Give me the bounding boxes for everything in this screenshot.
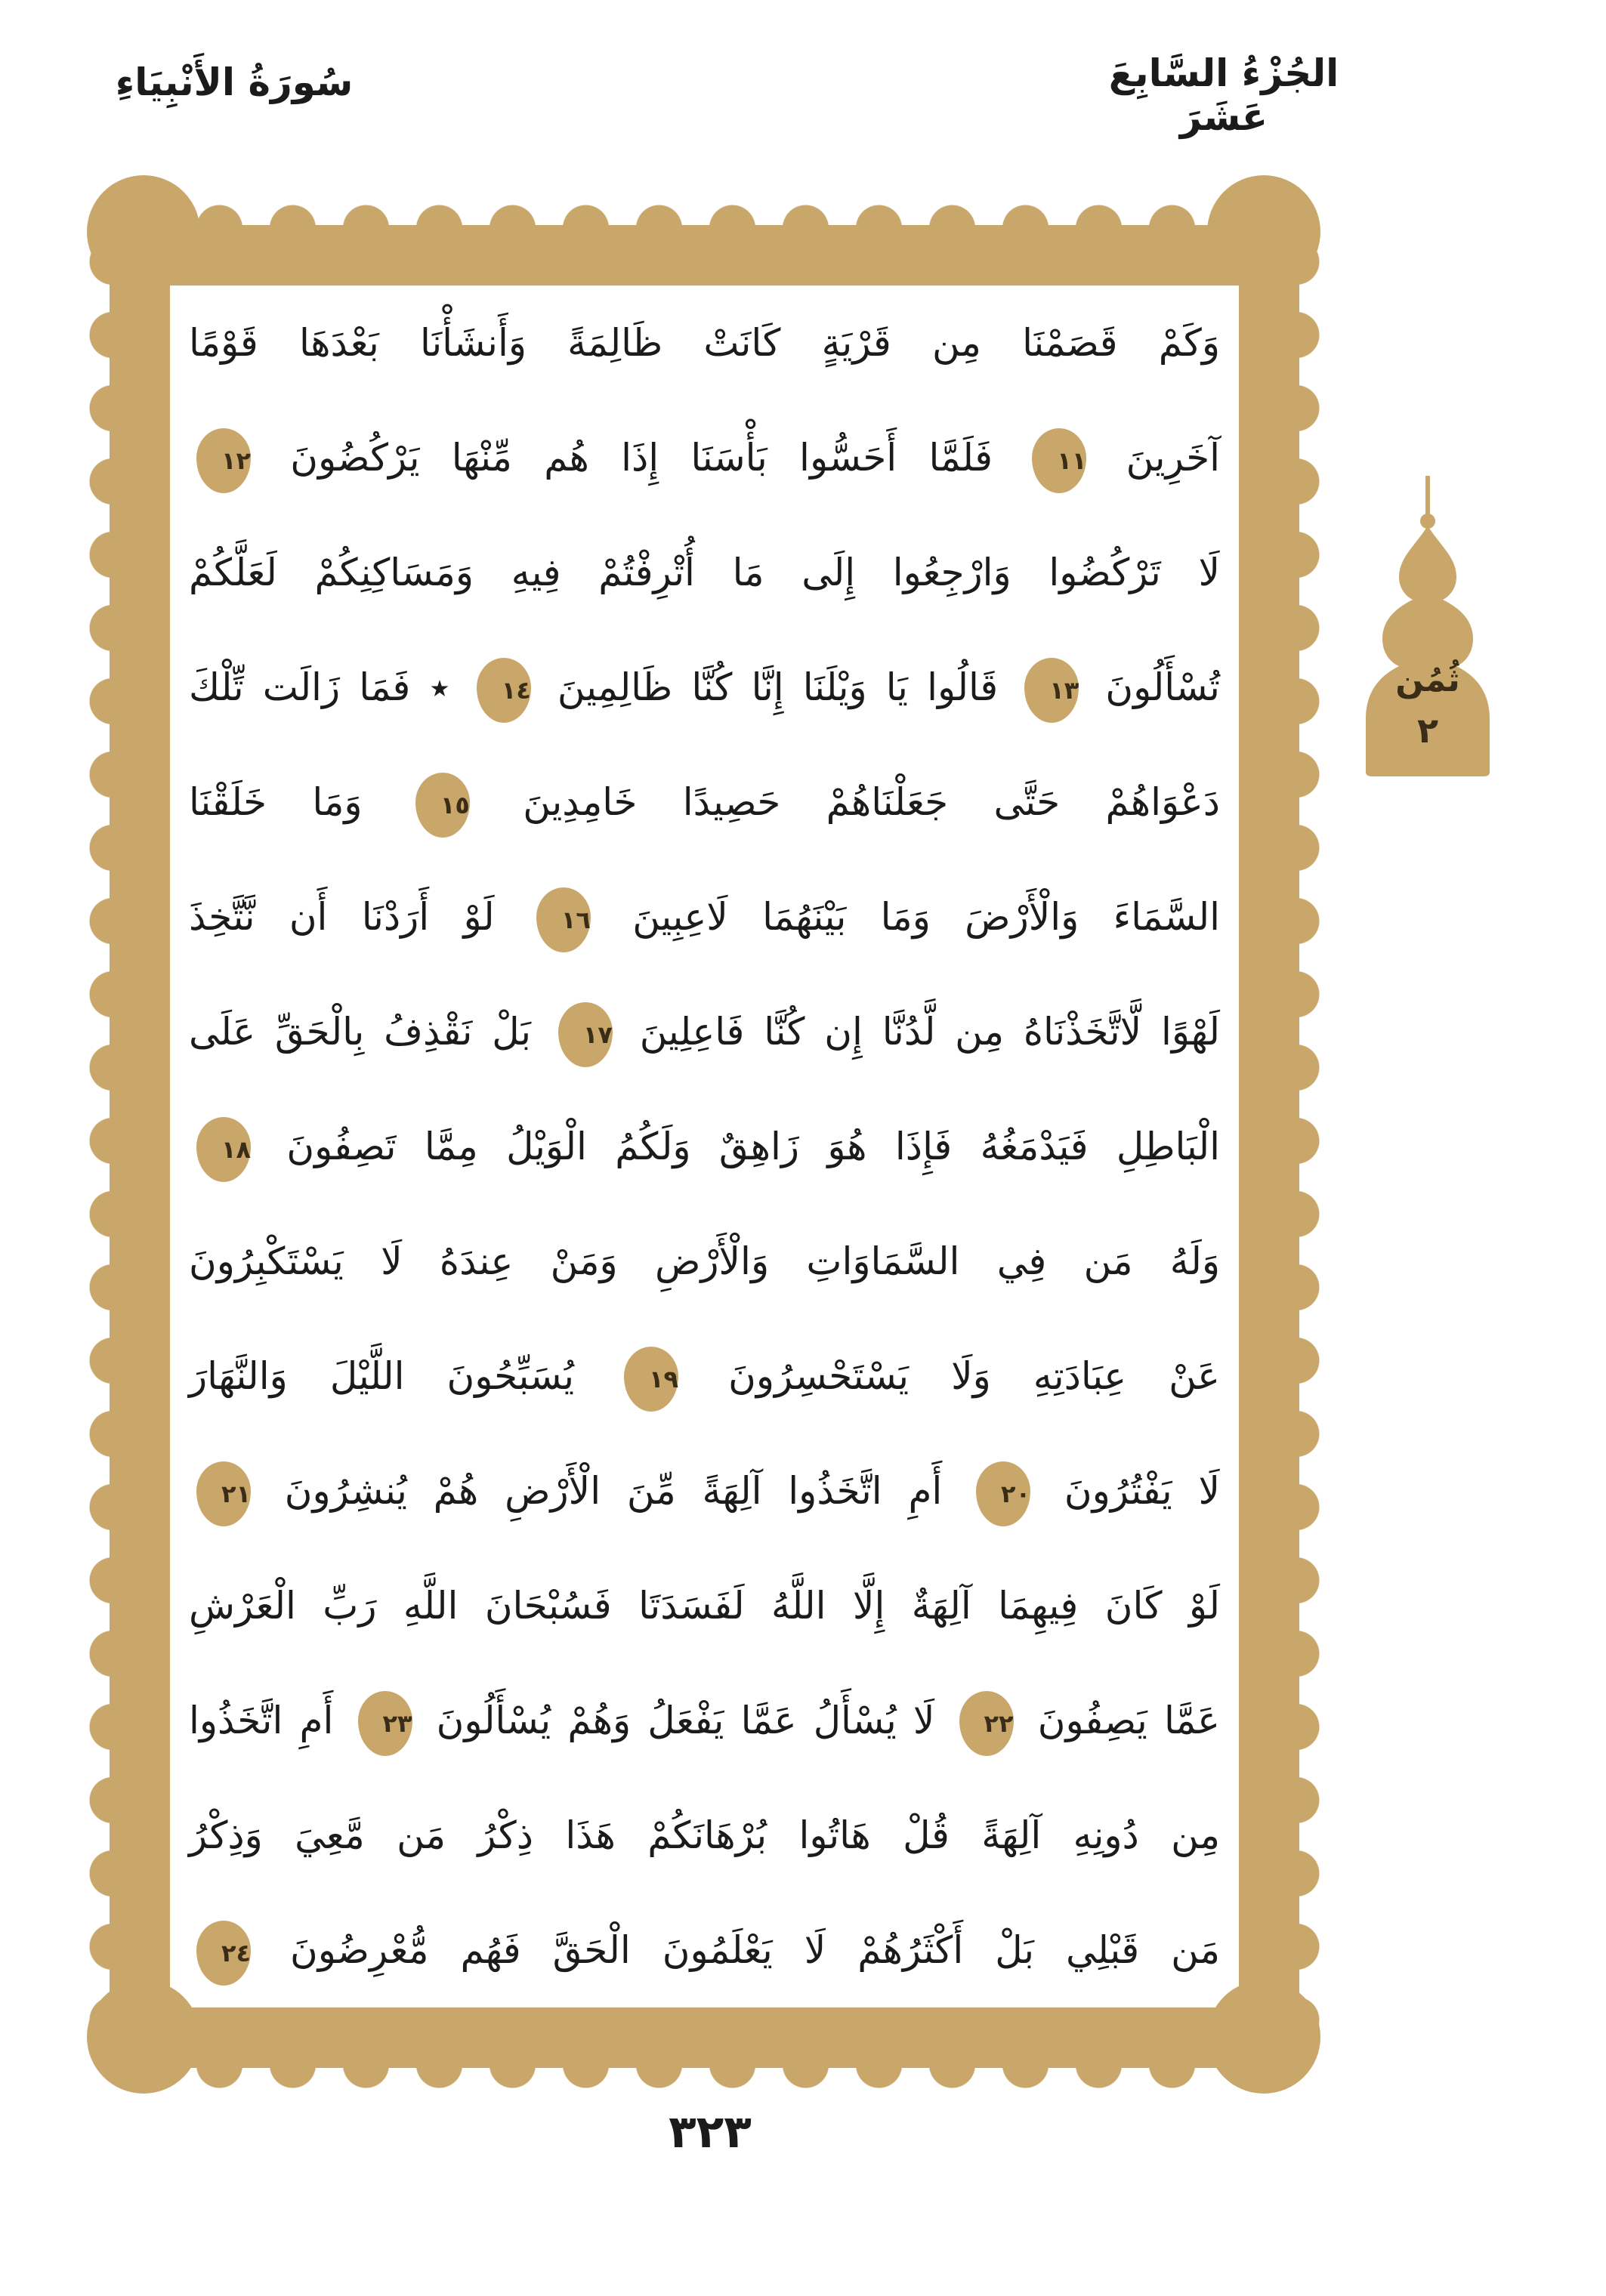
mushaf-line [189, 630, 1220, 745]
ayah-text: وَلَهُ مَن فِي السَّمَاوَاتِ وَالْأَرْضِ وَمَنْ عِندَهُ لَا يَسْتَكْبِرُونَ [189, 1239, 1220, 1283]
verse-marker: ٢١ [196, 1461, 251, 1526]
mushaf-line [189, 1433, 1220, 1548]
mushaf-line [189, 745, 1220, 859]
ayah-text: لَوْ كَانَ فِيهِمَا آلِهَةٌ إِلَّا اللَّهُ لَفَسَدَتَا فَسُبْحَانَ اللَّهِ رَبِّ الْعَرْشِ [189, 1584, 1220, 1628]
ayah-text: لَا تَرْكُضُوا وَارْجِعُوا إِلَى مَا أُتْرِفْتُمْ فِيهِ وَمَسَاكِنِكُمْ لَعَلَّكُمْ [189, 551, 1220, 594]
ayah-text: قَالُوا يَا وَيْلَنَا إِنَّا كُنَّا ظَالِمِينَ [557, 665, 999, 709]
mushaf-line [189, 974, 1220, 1089]
mushaf-line [189, 1089, 1220, 1204]
ayah-text: مِن دُونِهِ آلِهَةً قُلْ هَاتُوا بُرْهَانَكُمْ هَذَا ذِكْرُ مَن مَّعِيَ وَذِكْرُ [189, 1813, 1220, 1857]
frame-scallop-top [110, 193, 1299, 227]
verse-marker: ١٦ [536, 887, 591, 952]
frame-scallop-bottom [110, 2066, 1299, 2100]
ayah-text: مَن قَبْلِي بَلْ أَكْثَرُهُمْ لَا يَعْلَمُونَ الْحَقَّ فَهُم مُّعْرِضُونَ [289, 1928, 1220, 1972]
hizb-marker-number: ٢ [1416, 710, 1439, 751]
mushaf-line [189, 515, 1220, 630]
ayah-text: لَهْوًا لَّاتَّخَذْنَاهُ مِن لَّدُنَّا إِن كُنَّا فَاعِلِينَ [639, 1010, 1221, 1054]
verse-marker: ١٤ [477, 658, 531, 723]
mushaf-line [189, 1778, 1220, 1893]
mushaf-line [189, 400, 1220, 515]
ayah-text: فَلَمَّا أَحَسُّوا بَأْسَنَا إِذَا هُم مِّنْهَا يَرْكُضُونَ [290, 436, 993, 480]
verse-marker: ١٨ [196, 1117, 251, 1182]
ayah-text: ٭ فَمَا زَالَت تِّلْكَ [189, 665, 450, 709]
frame-scallop-right [1298, 225, 1331, 2068]
ayah-text: لَوْ أَرَدْنَا أَن نَّتَّخِذَ [189, 895, 495, 939]
ayah-text: يُسَبِّحُونَ اللَّيْلَ وَالنَّهَارَ [189, 1354, 574, 1398]
ayah-text: بَلْ نَقْذِفُ بِالْحَقِّ عَلَى [189, 1010, 532, 1054]
mushaf-line [189, 1319, 1220, 1433]
ayah-text: وَكَمْ قَصَمْنَا مِن قَرْيَةٍ كَانَتْ ظَالِمَةً وَأَنشَأْنَا بَعْدَهَا قَوْمًا [189, 321, 1220, 365]
ayah-text: تُسْأَلُونَ [1105, 665, 1220, 709]
verse-marker: ١٩ [624, 1347, 678, 1412]
ayah-text: أَمِ اتَّخَذُوا [189, 1699, 334, 1742]
verse-marker: ١٢ [196, 428, 251, 493]
frame-corner-ornament [1207, 175, 1320, 289]
ayah-text: لَا يُسْأَلُ عَمَّا يَفْعَلُ وَهُمْ يُسْأَلُونَ [436, 1699, 935, 1742]
verse-marker: ١٣ [1024, 658, 1079, 723]
ayah-text: الْبَاطِلِ فَيَدْمَغُهُ فَإِذَا هُوَ زَاهِقٌ وَلَكُمُ الْوَيْلُ مِمَّا تَصِفُونَ [286, 1125, 1220, 1168]
mushaf-line [189, 1204, 1220, 1319]
verse-marker: ١٥ [415, 773, 470, 838]
hizb-marker [1352, 476, 1503, 778]
verse-marker: ٢٣ [358, 1691, 412, 1756]
mushaf-lines [189, 285, 1220, 2007]
ayah-text: دَعْوَاهُمْ حَتَّى جَعَلْنَاهُمْ حَصِيدًا خَامِدِينَ [523, 780, 1220, 824]
verse-marker: ٢٢ [959, 1691, 1014, 1756]
ayah-text: عَمَّا يَصِفُونَ [1037, 1699, 1220, 1742]
ayah-text: وَمَا خَلَقْنَا [189, 780, 363, 824]
mushaf-line [189, 1548, 1220, 1663]
verse-marker: ٢٤ [196, 1921, 251, 1986]
ayah-text: أَمِ اتَّخَذُوا آلِهَةً مِّنَ الْأَرْضِ هُمْ يُنشِرُونَ [284, 1469, 943, 1513]
frame-corner-ornament [1207, 1980, 1320, 2094]
mushaf-line [189, 1663, 1220, 1778]
mushaf-line [189, 285, 1220, 400]
frame-corner-ornament [87, 1980, 200, 2094]
juz-title: الجُزْءُ السَّابِعَ عَشَرَ [1108, 51, 1339, 139]
hizb-marker-label: ثُمُن [1395, 661, 1460, 699]
frame-scallop-left [78, 225, 111, 2068]
surah-title: سُورَةُ الأَنْبِيَاءِ [115, 60, 354, 104]
mushaf-line [189, 1893, 1220, 2007]
verse-marker: ١٧ [558, 1002, 613, 1067]
frame-corner-ornament [87, 175, 200, 289]
ayah-text: عَنْ عِبَادَتِهِ وَلَا يَسْتَحْسِرُونَ [728, 1354, 1221, 1398]
ayah-text: آخَرِينَ [1126, 436, 1220, 480]
ayah-text: لَا يَفْتُرُونَ [1064, 1469, 1220, 1513]
page-number: ٣٢٣ [669, 2106, 752, 2159]
verse-marker: ٢٠ [976, 1461, 1030, 1526]
mushaf-line [189, 859, 1220, 974]
ayah-text: السَّمَاءَ وَالْأَرْضَ وَمَا بَيْنَهُمَا لَاعِبِينَ [632, 895, 1220, 939]
verse-marker: ١١ [1032, 428, 1086, 493]
